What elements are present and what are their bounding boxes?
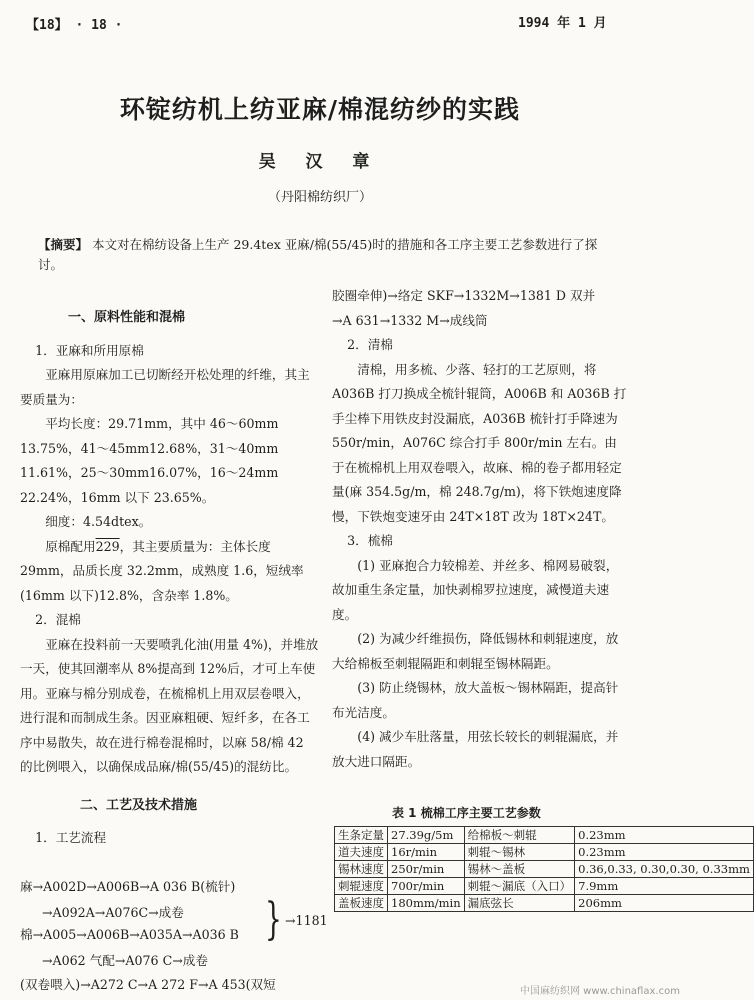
paragraph: (4) 减少车肚落量，用弦长较长的刺辊漏底，并放大进口隔距。 [332, 729, 619, 769]
paragraph: 细度：4.54dtex。 [45, 514, 152, 529]
paragraph: 亚麻用原麻加工已切断经开松处理的纤维，其主要质量为： [20, 367, 310, 407]
table-cell: 180mm/min [388, 895, 465, 912]
table-cell: 盖板速度 [335, 895, 388, 912]
table-cell: 0.36,0.33, 0.30,0.30, 0.33mm [575, 861, 754, 878]
paragraph: 清棉，用多梳、少落、轻打的工艺原则，将 A036B 打刀换成全梳针辊筒，A006B 和 A036B 打手尘棒下用铁皮封没漏底，A036B 梳针打手降速为 550r/min，A076C 综合打手 800r/min 左右。由于在梳棉机上用双卷喂入，故麻、棉的卷子都用轻定量(麻 354.5g/m，棉 248.7g/m)，将下铁炮速度降慢，下铁炮变速牙由 24T×18T 改为 18T×24T。 [332, 361, 627, 524]
table-cell: 16r/min [388, 844, 465, 861]
table-cell: 生条定量 [335, 827, 388, 844]
paragraph [20, 535, 320, 609]
table-cell: 250r/min [388, 861, 465, 878]
table-cell: 700r/min [388, 878, 465, 895]
flow-line-cotton-2: →A062 气配→A076 C→成卷 [42, 953, 208, 968]
subsection-1-1-heading: 1．亚麻和所用原棉 [35, 342, 144, 358]
table-cell: 漏底弦长 [464, 895, 575, 912]
table-row [335, 861, 754, 878]
subsection-2-2-heading: 2．清棉 [347, 337, 393, 352]
flow-continuation: 胶圈牵伸)→络定 SKF→1332M→1381 D 双并 [332, 288, 596, 303]
table-caption: 表 1 梳棉工序主要工艺参数 [392, 806, 541, 820]
flow-continuation: →A 631→1332 M→成线筒 [332, 312, 488, 328]
section-2-heading: 二、工艺及技术措施 [80, 797, 198, 813]
paragraph: (1) 亚麻抱合力较棉差、并丝多、棉网易破裂，故加重生条定量，加快剥棉罗拉速度，减慢道夫速度。 [332, 557, 619, 622]
section-1-heading: 一、原料性能和混棉 [68, 310, 186, 325]
process-parameters-table [334, 826, 754, 912]
table-cell: 7.9mm [575, 878, 754, 895]
table-cell: 给棉板～刺辊 [464, 827, 575, 844]
author-name: 吴 汉 章 [258, 152, 382, 172]
issue-date-header: 1994 年 1 月 [518, 16, 607, 31]
paragraph: 平均长度：29.71mm，其中 46～60mm 13.75%，41～45mm12.68%，31～40mm 11.61%，25～30mm16.07%，16～24mm 22.24%，16mm 以下 23.65%。 [20, 416, 279, 505]
page-number-header: 【18】 · 18 · [26, 18, 123, 33]
table-row [335, 895, 754, 912]
merge-brace-icon: } [265, 894, 282, 945]
table-row [335, 844, 754, 861]
table-cell: 刺辊～漏底（入口） [464, 878, 575, 895]
watermark: 中国麻纺织网 www.chinaflax.com [520, 986, 680, 997]
flow-line-combined: (双卷喂入)→A272 C→A 272 F→A 453(双短 [20, 977, 276, 992]
table-cell: 27.39g/5m [388, 827, 465, 844]
author-affiliation: （丹阳棉纺织厂） [267, 190, 372, 205]
table-cell: 道夫速度 [335, 844, 388, 861]
table-cell: 0.23mm [575, 827, 754, 844]
paragraph: (2) 为减少纤维损伤，降低锡林和刺辊速度，放大给棉板至刺辊隔距和刺辊至锡林隔距。 [332, 631, 619, 671]
table-row [335, 827, 754, 844]
flow-line-flax: 麻→A002D→A006B→A 036 B(梳针) [20, 879, 236, 894]
subsection-2-1-heading: 1．工艺流程 [35, 830, 107, 845]
flow-merge-target: →1181 [285, 913, 328, 928]
table-cell: 锡林速度 [335, 861, 388, 878]
table-cell: 锡林～盖板 [464, 861, 575, 878]
text-span: 原棉配用 [45, 538, 96, 554]
table-cell: 206mm [575, 895, 754, 912]
flow-line-flax-2: →A092A→A076C→成卷 [42, 905, 184, 920]
right-column [332, 284, 628, 774]
text-span: ，其主要质量为：主体长度 29mm，品质长度 32.2mm，成熟度 1.6，短绒率(16mm 以下)12.8%，含杂率 1.8%。 [20, 538, 304, 603]
subsection-1-2-heading: 2．混棉 [35, 612, 81, 627]
abstract [38, 235, 598, 275]
cotton-grade-code: 229 [95, 538, 120, 554]
paragraph: 亚麻在投料前一天要喷乳化油(用量 4%)，并堆放一天，使其回潮率从 8%提高到 12%后，才可上车使用。亚麻与棉分别成卷，在梳棉机上用双层卷喂入，进行混和而制成生条。因亚麻粗硬、短纤多，在各工序中易散失，故在进行棉卷混棉时，以麻 58/棉 42 的比例喂入，以确保成品麻/棉(55/45)的混纺比。 [20, 636, 319, 774]
subsection-2-3-heading: 3．梳棉 [347, 533, 393, 548]
table-cell: 0.23mm [575, 844, 754, 861]
table-row [335, 878, 754, 895]
abstract-label: 【摘要】 [38, 237, 89, 252]
table-cell: 刺辊速度 [335, 878, 388, 895]
left-column [20, 306, 320, 851]
table-cell: 刺辊～锡林 [464, 844, 575, 861]
article-title: 环锭纺机上纺亚麻/棉混纺纱的实践 [119, 95, 521, 124]
flow-line-cotton: 棉→A005→A006B→A035A→A036 B [20, 927, 239, 942]
paragraph: (3) 防止绕锡林，放大盖板～锡林隔距，提高针布光洁度。 [332, 680, 619, 720]
abstract-text: 本文对在棉纺设备上生产 29.4tex 亚麻/棉(55/45)时的措施和各工序主要工艺参数进行了探讨。 [38, 237, 598, 272]
